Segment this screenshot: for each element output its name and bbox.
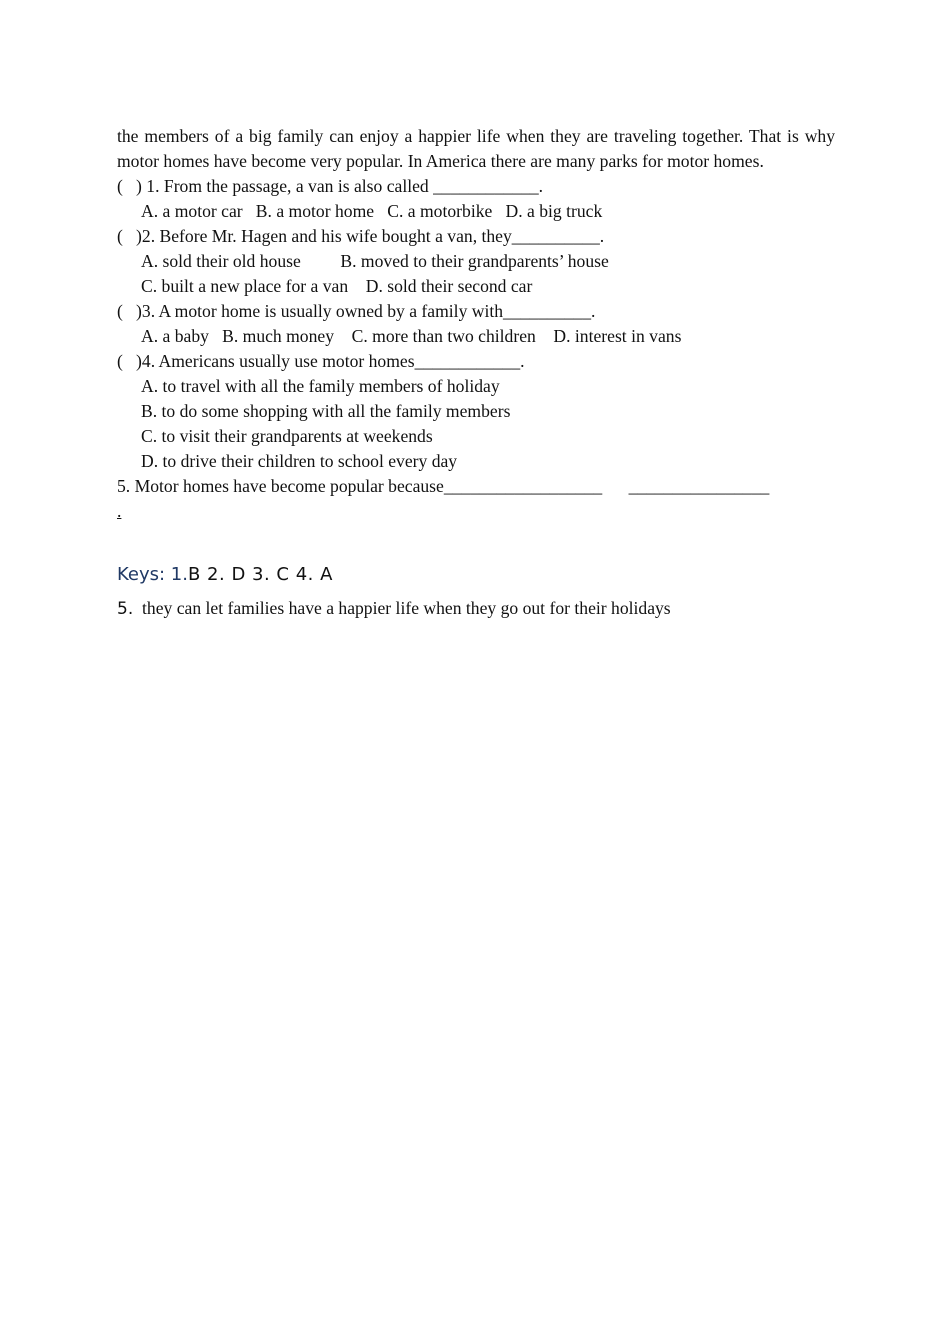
question-stem: ( ) 1. From the passage, a van is also called ____________. <box>117 176 544 196</box>
question-options: A. a motor car B. a motor home C. a motorbike D. a big truck <box>141 201 603 221</box>
answer-5-number: 5. <box>117 599 134 619</box>
question-4 <box>117 349 835 474</box>
question-stem: 5. Motor homes have become popular because__________________ ________________ <box>117 476 770 496</box>
keys-label: Keys: 1. <box>117 564 188 585</box>
question-stem: ( )3. A motor home is usually owned by a family with__________. <box>117 301 596 321</box>
answer-keys <box>117 560 835 590</box>
question-1 <box>117 174 835 224</box>
question-options: D. to drive their children to school every day <box>141 451 458 471</box>
answer-5-text: they can let families have a happier life when they go out for their holidays <box>133 598 671 618</box>
question-2 <box>117 224 835 299</box>
answer-5 <box>117 596 835 621</box>
question-options: A. sold their old house B. moved to their grandparents’ house <box>141 251 609 271</box>
question-options: C. to visit their grandparents at weekends <box>141 426 433 446</box>
question-5 <box>117 474 835 524</box>
question-stem: ( )2. Before Mr. Hagen and his wife bought a van, they__________. <box>117 226 605 246</box>
passage-paragraph: the members of a big family can enjoy a happier life when they are traveling together. That is why motor homes have become very popular. In America there are many parks for motor homes. <box>117 126 835 171</box>
document-page <box>117 124 835 621</box>
question-stem: ( )4. Americans usually use motor homes____________. <box>117 351 525 371</box>
keys-answers: B 2. D 3. C 4. A <box>187 564 333 585</box>
question-options: A. a baby B. much money C. more than two children D. interest in vans <box>141 326 682 346</box>
question-5-period: . <box>117 501 122 521</box>
question-options: A. to travel with all the family members of holiday <box>141 376 500 396</box>
question-options: C. built a new place for a van D. sold their second car <box>141 276 533 296</box>
question-options: B. to do some shopping with all the family members <box>141 401 511 421</box>
question-3 <box>117 299 835 349</box>
